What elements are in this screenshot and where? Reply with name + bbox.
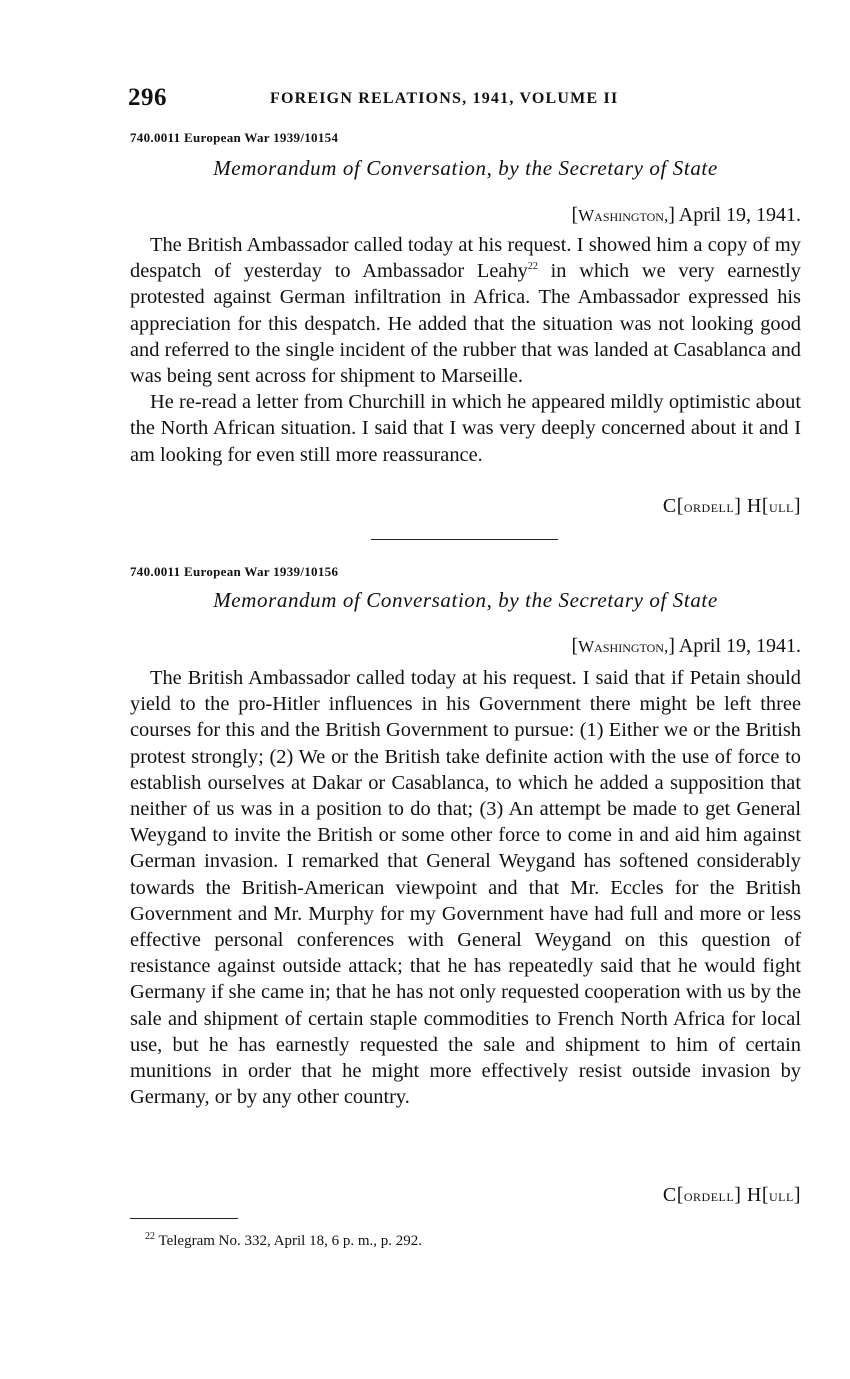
memo1-dateline: [Washington,] April 19, 1941. [571, 204, 801, 226]
page-header [128, 84, 808, 116]
page-number: 296 [128, 84, 167, 111]
sig-initial-h: H [746, 1184, 762, 1206]
footnote-text: Telegram No. 332, April 18, 6 p. m., p. 292. [155, 1233, 422, 1249]
memo1-paragraph-1 [130, 232, 801, 389]
memo2-dateline: [Washington,] April 19, 1941. [571, 635, 801, 657]
memo2-title: Memorandum of Conversation, by the Secretary of State [213, 588, 718, 612]
memo2-signature: C[ordell] H[ull] [662, 1184, 801, 1206]
memo1-doc-id: 740.0011 European War 1939/10154 [130, 130, 339, 145]
memo2-body [130, 665, 801, 1110]
memo1-body [130, 232, 801, 468]
sig-initial-c: C [662, 1184, 677, 1206]
sig-rest-c: ordell [683, 497, 735, 516]
sig-rest-c: ordell [683, 1186, 735, 1205]
sig-initial-c: C [662, 495, 677, 517]
memo2-doc-id: 740.0011 European War 1939/10156 [130, 564, 339, 579]
footnote-rule [130, 1218, 238, 1219]
memo1-dateline-place: Washington, [578, 206, 669, 225]
running-head: FOREIGN RELATIONS, 1941, VOLUME II [270, 90, 619, 107]
footnote-ref: 22 [527, 261, 538, 273]
memo1-dateline-date: April 19, 1941. [678, 204, 801, 226]
sig-rest-h: ull [769, 497, 794, 516]
section-divider [371, 539, 558, 540]
memo1-title: Memorandum of Conversation, by the Secretary of State [213, 156, 718, 180]
memo2-dateline-date: April 19, 1941. [678, 635, 801, 657]
memo2-dateline-place: Washington, [578, 637, 669, 656]
sig-rest-h: ull [769, 1186, 794, 1205]
memo1-p1-text: The British Ambassador called today at his request. I showed him a copy of my despatch of yesterday to Ambassador Leahy [130, 234, 801, 283]
memo1-paragraph-2: He re-read a letter from Churchill in which he appeared mildly optimistic about the North African situation. I said that I was very deeply concerned about it and I am looking for even still more reassurance. [130, 391, 801, 466]
sig-initial-h: H [746, 495, 762, 517]
footnote [145, 1233, 422, 1250]
memo2-paragraph-1: The British Ambassador called today at his request. I said that if Petain should yield to the pro-Hitler influences in his Government there might be left three courses for this and the British Government to pursue: (1) Either we or the British protest strongly; (2) We or the British take definite action with the use of force to establish ourselves at Dakar or Casablanca, to which he added a supposition that neither of us was in a position to do that; (3) An attempt be made to get General Weygand to invite the British or some other force to come in and aid him against German invasion. I remarked that General Weygand has softened considerably towards the British-American viewpoint and that Mr. Eccles for the British Government and Mr. Murphy for my Government have had full and more or less effective personal conferences with General Weygand on this question of resistance against outside attack; that he has repeatedly said that he would fight Germany if she came in; that he has not only requested cooperation with us by the sale and shipment of certain staple commodities to French North Africa for local use, but he has earnestly requested the sale and shipment to him of certain munitions in order that he might more effectively resist outside invasion by Germany, or by any other country. [130, 667, 801, 1109]
memo1-signature: C[ordell] H[ull] [662, 495, 801, 517]
footnote-marker: 22 [145, 1231, 155, 1242]
memo1-p1-text-cont: in which we very earnestly protested against German infiltration in Africa. The Ambassador expressed his appreciation for this despatch. He added that the situation was not looking good and referred to the single incident of the rubber that was landed at Casablanca and was being sent across for shipment to Marseille. [130, 260, 801, 388]
